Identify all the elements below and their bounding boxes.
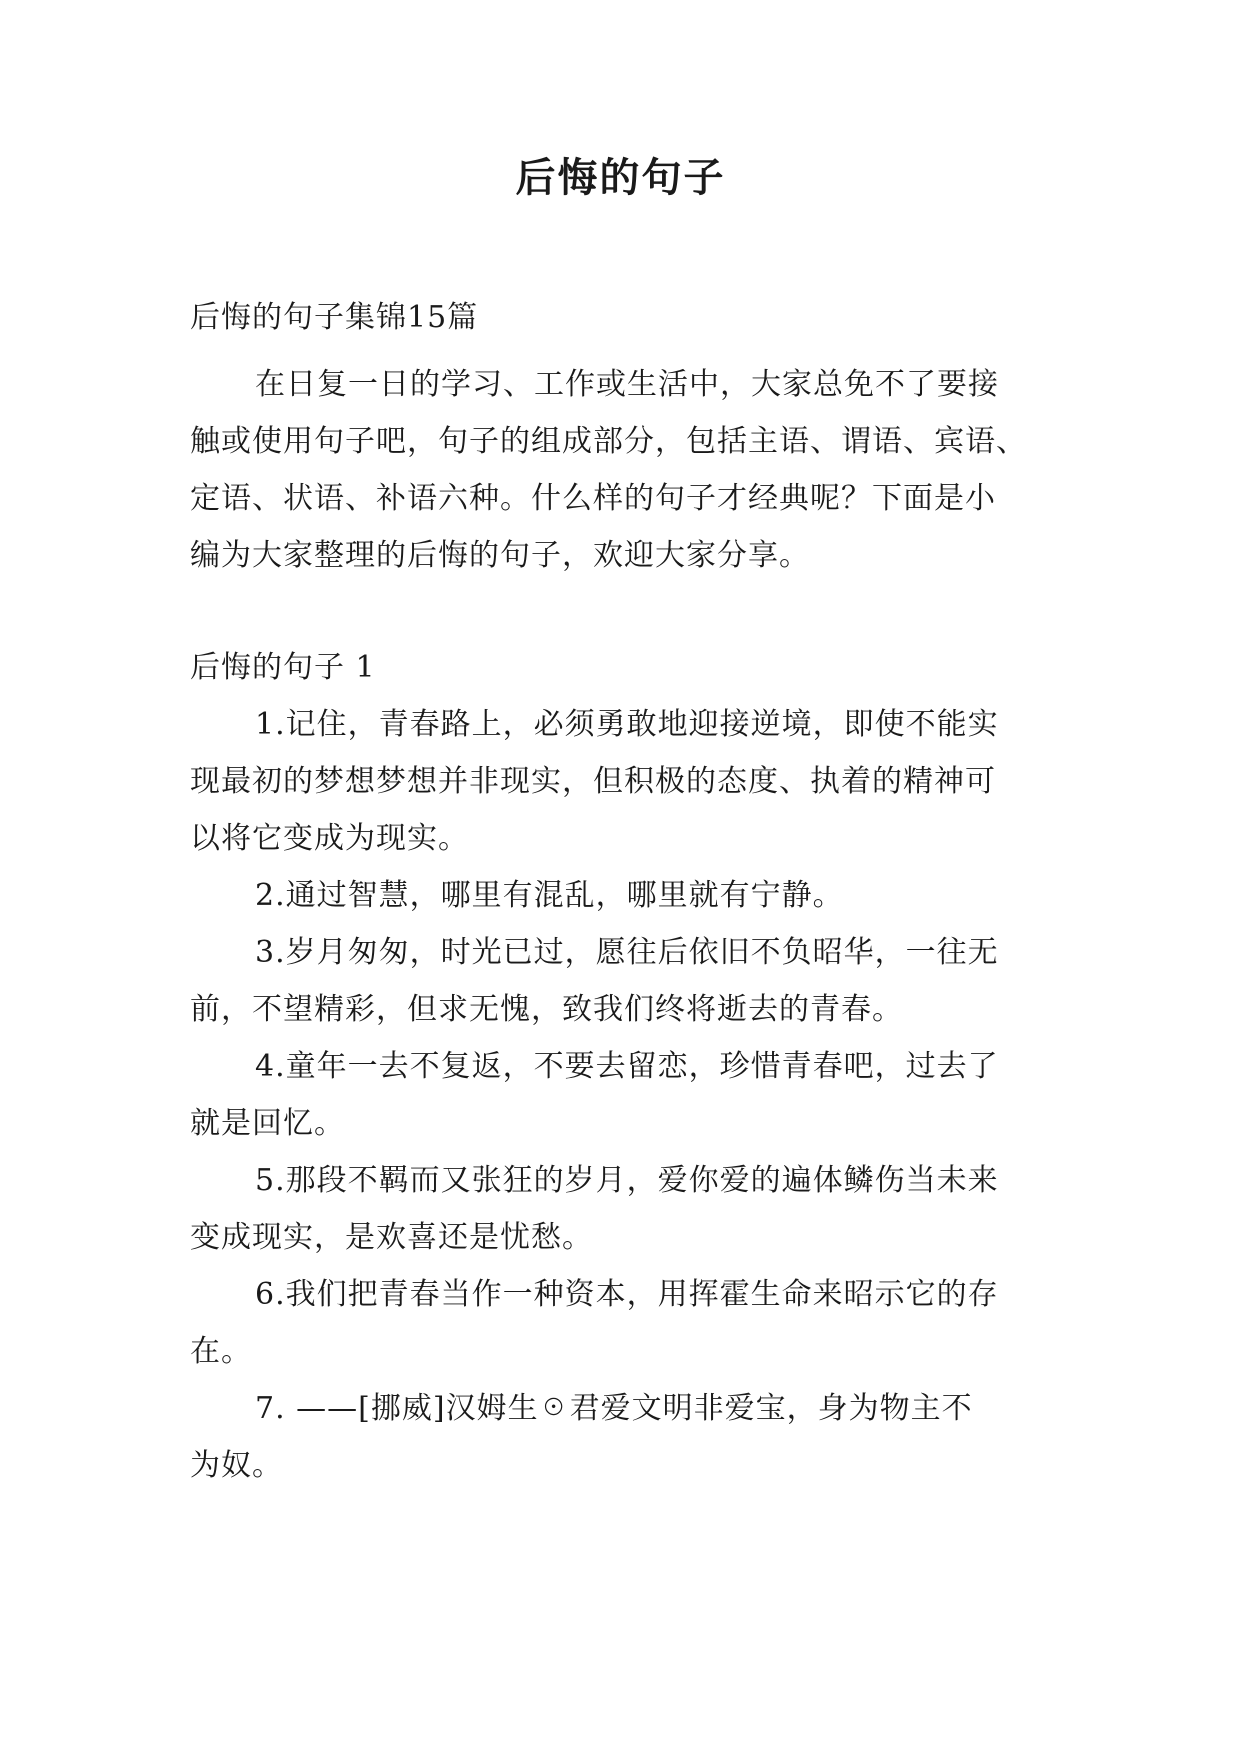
paragraph-line: 触或使用句子吧，句子的组成部分，包括主语、谓语、宾语、 [190,424,1027,459]
paragraph-line: 编为大家整理的后悔的句子，欢迎大家分享。 [190,538,810,573]
paragraph-line: 在日复一日的学习、工作或生活中，大家总免不了要接 [255,367,999,402]
paragraph-line: 现最初的梦想梦想并非现实，但积极的态度、执着的精神可 [190,764,996,799]
paragraph-line: 变成现实，是欢喜还是忧愁。 [190,1220,593,1255]
document-subtitle: 后悔的句子集锦15篇 [190,300,479,335]
paragraph-line: 以将它变成为现实。 [190,821,469,856]
paragraph-line: 前，不望精彩，但求无愧，致我们终将逝去的青春。 [190,992,903,1027]
paragraph-line: 就是回忆。 [190,1106,345,1141]
paragraph-line: 在。 [190,1334,252,1369]
paragraph-line: 6.我们把青春当作一种资本，用挥霍生命来昭示它的存 [255,1277,999,1312]
paragraph-line: 3.岁月匆匆，时光已过，愿往后依旧不负昭华，一往无 [255,935,999,970]
section-heading: 后悔的句子 1 [190,650,376,685]
document-title: 后悔的句子 [515,155,726,201]
paragraph-line: 7. ——[挪威]汉姆生☉君爱文明非爱宝，身为物主不 [255,1391,973,1426]
paragraph-line: 4.童年一去不复返，不要去留恋，珍惜青春吧，过去了 [255,1049,999,1084]
paragraph-line: 为奴。 [190,1448,283,1483]
paragraph-line: 1.记住，青春路上，必须勇敢地迎接逆境，即使不能实 [255,707,999,742]
paragraph-line: 5.那段不羁而又张狂的岁月，爱你爱的遍体鳞伤当未来 [255,1163,999,1198]
paragraph-line: 2.通过智慧，哪里有混乱，哪里就有宁静。 [255,878,844,913]
paragraph-line: 定语、状语、补语六种。什么样的句子才经典呢？下面是小 [190,481,996,516]
